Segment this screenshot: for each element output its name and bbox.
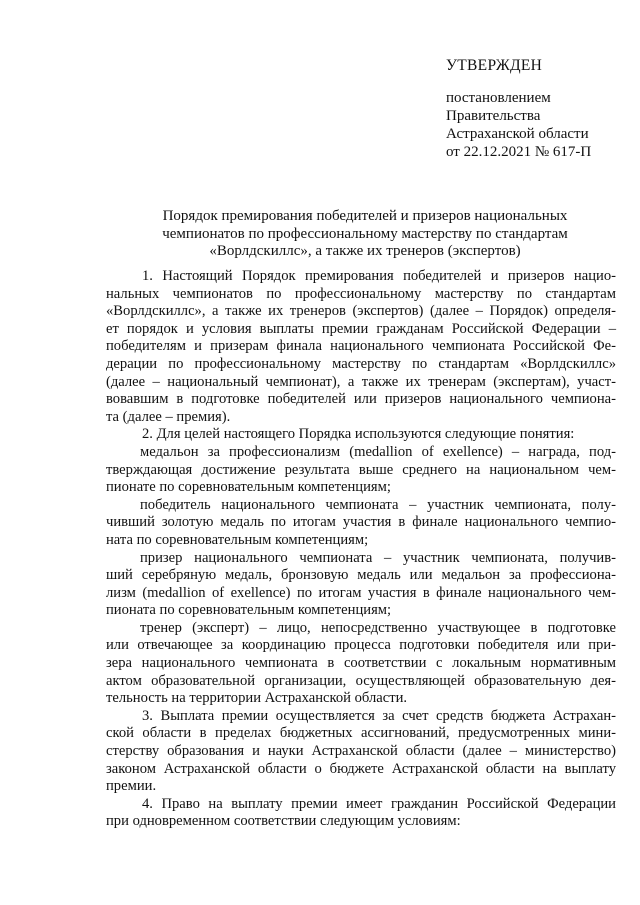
- document-title: [130, 208, 600, 261]
- paragraph-line: «Ворлдскиллс», а также их тренеров (экспертов) (далее – Порядок) определя-: [106, 303, 616, 320]
- paragraph-line: лизм (medallion of exellence) по итогам участия в финале национального чем-: [106, 584, 616, 601]
- paragraph-line: тверждающая достижение результата выше среднего на национальном чем-: [106, 461, 616, 478]
- paragraph-line: 1. Настоящий Порядок премирования победителей и призеров нацио-: [142, 268, 616, 284]
- paragraph-line: 3. Выплата премии осуществляется за счет средств бюджета Астрахан-: [142, 707, 616, 724]
- paragraph-line: ший серебряную медаль, бронзовую медаль или медальон за профессиона-: [106, 567, 616, 584]
- approval-line: от 22.12.2021 № 617-П: [446, 144, 592, 160]
- approval-line: постановлением: [446, 90, 551, 106]
- paragraph-line: победитель национального чемпионата – участник чемпионата, полу-: [140, 496, 616, 513]
- title-line: «Ворлдскиллс», а также их тренеров (экспертов): [209, 243, 521, 259]
- title-line: чемпионатов по профессиональному мастерству по стандартам: [162, 225, 568, 242]
- paragraph-line: медальон за профессионализм (medallion of exellence) – награда, под-: [140, 443, 616, 460]
- paragraph-line: законом Астраханской области о бюджете Астраханской области на выплату: [106, 760, 616, 777]
- paragraph-line: нальных чемпионатов по профессиональному мастерству по стандартам: [106, 285, 616, 302]
- paragraph-line: премии.: [106, 778, 157, 795]
- paragraph-line: тренер (эксперт) – лицо, непосредственно участвующее в подготовке: [140, 619, 616, 636]
- paragraph-line: зера национального чемпионата в соответствии с локальным нормативным: [106, 655, 616, 672]
- paragraph-line: или отвечающее за координацию процесса подготовки победителя или при-: [106, 637, 616, 654]
- paragraph-line: дерации по профессиональному мастерству по стандартам «Ворлдскиллс»: [106, 355, 616, 372]
- paragraph-line: 4. Право на выплату премии имеет гражданин Российской Федерации: [142, 795, 616, 812]
- paragraph-line: стерству образования и науки Астраханской области (далее – министерство): [106, 743, 616, 760]
- paragraph-line: ет порядок и условия выплаты премии гражданам Российской Федерации –: [106, 320, 616, 337]
- paragraph-line: ната по соревновательным компетенциям;: [106, 531, 369, 548]
- paragraph-line: тельность на территории Астраханской области.: [106, 690, 408, 707]
- approval-heading: УТВЕРЖДЕН: [446, 57, 543, 74]
- approval-line: Астраханской области: [446, 126, 589, 142]
- paragraph-line: чивший золотую медаль по итогам участия в финале национального чемпио-: [106, 514, 616, 531]
- paragraph-line: призер национального чемпионата – участник чемпионата, получив-: [140, 549, 616, 566]
- paragraph-line: победителям и призерам финала национального чемпионата Российской Фе-: [106, 338, 616, 355]
- paragraph-line: при одновременном соответствии следующим условиям:: [106, 813, 461, 830]
- approval-stamp: [446, 57, 636, 161]
- title-line: Порядок премирования победителей и призеров национальных: [162, 208, 568, 224]
- approval-line: Правительства: [446, 108, 541, 124]
- paragraph-line: актом образовательной организации, осуществляющей образовательную дея-: [106, 672, 616, 689]
- paragraph-line: пионате по соревновательным компетенциям;: [106, 479, 391, 496]
- paragraph-line: вовавшим в подготовке победителей или призеров национального чемпиона-: [106, 391, 616, 408]
- paragraph-line: та (далее – премия).: [106, 408, 231, 425]
- document-body: [106, 268, 616, 831]
- paragraph-line: пионата по соревновательным компетенциям;: [106, 602, 392, 619]
- paragraph-line: 2. Для целей настоящего Порядка используются следующие понятия:: [142, 426, 575, 443]
- paragraph-line: ской области в пределах бюджетных ассигнований, предусмотренных мини-: [106, 725, 616, 742]
- paragraph-line: (далее – национальный чемпионат), а также их тренерам (экспертам), участ-: [106, 373, 616, 390]
